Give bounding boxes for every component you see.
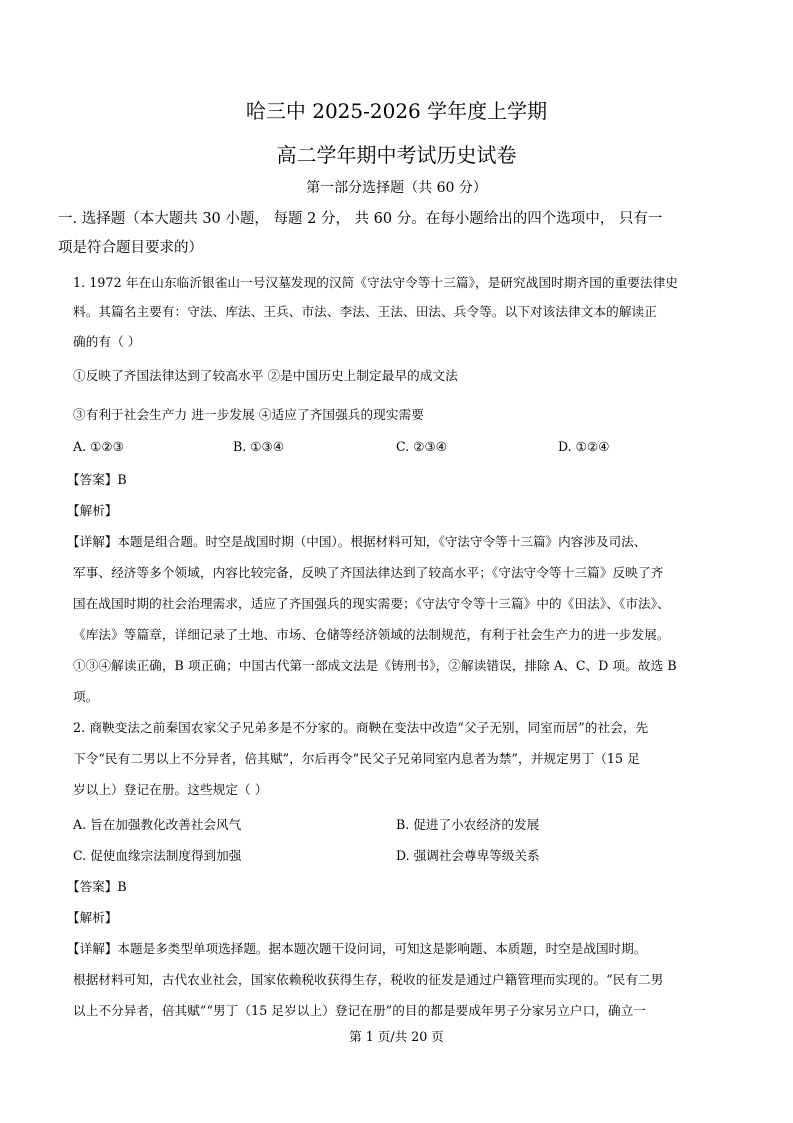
- q2-option-a: A. 旨在加强教化改善社会风气: [73, 817, 242, 832]
- q2-stem-line3: 岁以上）登记在册。这些规定（ ）: [73, 782, 268, 797]
- q2-detail-line2: 根据材料可知，古代农业社会，国家依赖税收获得生存，税收的征发是通过户籍管理而实现的。“民有二男: [73, 972, 664, 987]
- q2-detail-line3: 以上不分异者，倍其赋”“男丁（15 足岁以上）登记在册”的目的都是要成年男子分家另立户口，确立一: [73, 1003, 647, 1018]
- q1-answer: 【答案】B: [67, 472, 127, 487]
- q1-option-a: A. ①②③: [73, 439, 124, 454]
- q1-items-row1: ①反映了齐国法律达到了较高水平 ②是中国历史上制定最早的成文法: [73, 368, 458, 383]
- q1-detail-line2: 军事、经济等多个领域，内容比较完备，反映了齐国法律达到了较高水平；《守法守令等十三篇》反映了齐: [73, 565, 664, 580]
- q2-option-d: D. 强调社会尊卑等级关系: [396, 848, 540, 863]
- q1-stem-line1: 1. 1972 年在山东临沂银雀山一号汉墓发现的汉简《守法守令等十三篇》，是研究战国时期齐国的重要法律史: [73, 275, 679, 290]
- q2-answer: 【答案】B: [67, 879, 127, 894]
- exam-title-school: 哈三中 2025-2026 学年度上学期: [245, 99, 548, 123]
- page-footer: 第 1 页/共 20 页: [349, 1029, 444, 1044]
- part-title: 第一部分选择题（共 60 分）: [306, 180, 487, 196]
- q1-detail-line6: 项。: [73, 689, 99, 704]
- q1-analysis-label: 【解析】: [67, 503, 118, 518]
- q1-option-d: D. ①②④: [558, 439, 610, 454]
- q2-stem-line1: 2. 商鞅变法之前秦国农家父子兄弟多是不分家的。商鞅在变法中改造“父子无别，同室而居”的社会，先: [73, 720, 649, 735]
- q1-detail-line5: ①③④解读正确，B 项正确；中国古代第一部成文法是《铸刑书》，②解读错误，排除 A、C、D 项。故选 B: [73, 658, 677, 673]
- q1-stem-line3: 确的有（ ）: [73, 334, 141, 349]
- q2-detail-line1: 【详解】本题是多类型单项选择题。据本题次题干设问词，可知这是影响题、本质题，时空是战国时期。: [67, 941, 647, 956]
- q2-option-b: B. 促进了小农经济的发展: [396, 817, 540, 832]
- q2-option-c: C. 促使血缘宗法制度得到加强: [73, 848, 242, 863]
- q1-stem-line2: 料。其篇名主要有：守法、库法、王兵、市法、李法、王法、田法、兵令等。以下对该法律文本的解读正: [73, 304, 657, 319]
- q2-analysis-label: 【解析】: [67, 910, 118, 925]
- section-instructions-line1: 一. 选择题（本大题共 30 小题， 每题 2 分， 共 60 分。在每小题给出的四个选项中， 只有一: [58, 211, 663, 227]
- q2-stem-line2: 下令“民有二男以上不分异者，倍其赋”，尔后再令“民父子兄弟同室内息者为禁”，并规定男丁（15 足: [73, 751, 640, 766]
- q1-option-c: C. ②③④: [396, 439, 448, 454]
- q1-detail-line1: 【详解】本题是组合题。时空是战国时期（中国）。根据材料可知，《守法守令等十三篇》内容涉及司法、: [67, 534, 647, 549]
- q1-detail-line4: 《库法》等篇章，详细记录了土地、市场、仓储等经济领域的法制规范，有利于社会生产力的进一步发展。: [73, 627, 670, 642]
- section-instructions-line2: 项是符合题目要求的）: [58, 240, 203, 256]
- q1-detail-line3: 国在战国时期的社会治理需求，适应了齐国强兵的现实需要；《守法守令等十三篇》中的《田法》、《市法》、: [73, 596, 670, 611]
- q1-option-b: B. ①③④: [233, 439, 285, 454]
- exam-title-subject: 高二学年期中考试历史试卷: [276, 143, 517, 167]
- q1-items-row2: ③有利于社会生产力 进一步发展 ④适应了齐国强兵的现实需要: [73, 407, 424, 422]
